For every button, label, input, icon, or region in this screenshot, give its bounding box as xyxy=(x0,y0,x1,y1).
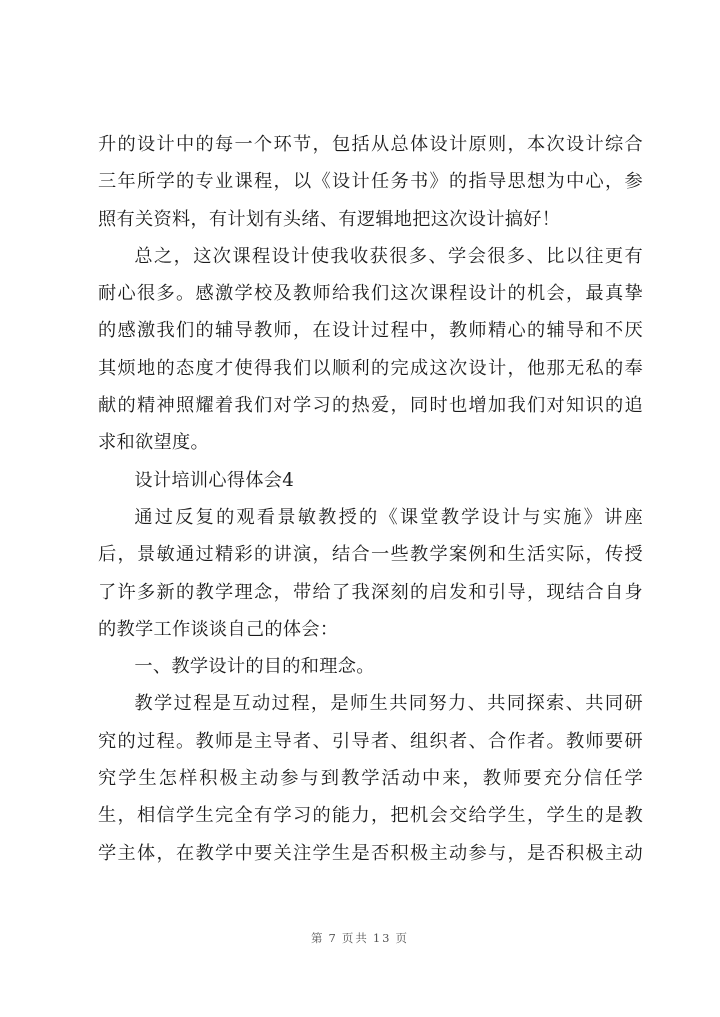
text-line: 生，相信学生完全有学习的能力，把机会交给学生，学生的是教 xyxy=(98,805,643,827)
paragraph-3 xyxy=(98,499,643,648)
text-line: 总之，这次课程设计使我收获很多、学会很多、比以往更有 xyxy=(134,245,643,267)
text-line: 的教学工作谈谈自己的体会： xyxy=(98,618,339,640)
text-line: 的感激我们的辅导教师，在设计过程中，教师精心的辅导和不厌 xyxy=(98,320,643,342)
subsection-heading xyxy=(98,648,643,685)
text-line: 照有关资料，有计划有头绪、有逻辑地把这次设计搞好！ xyxy=(98,208,561,230)
text-line: 教学过程是互动过程，是师生共同努力、共同探索、共同研 xyxy=(134,693,643,715)
current-page-number: 7 xyxy=(328,931,338,945)
text-line: 耐心很多。感激学校及教师给我们这次课程设计的机会，最真挚 xyxy=(98,283,643,305)
total-pages-number: 13 xyxy=(372,931,392,945)
footer-mid: 页共 xyxy=(341,931,369,945)
text-line: 设计培训心得体会4 xyxy=(134,469,295,491)
text-line: 求和欲望度。 xyxy=(98,432,209,454)
document-body xyxy=(98,126,643,872)
paragraph-2 xyxy=(98,238,643,462)
text-line: 一、教学设计的目的和理念。 xyxy=(134,656,375,678)
text-line: 其烦地的态度才使得我们以顺利的完成这次设计，他那无私的奉 xyxy=(98,357,643,379)
paragraph-4 xyxy=(98,685,643,871)
footer-prefix: 第 xyxy=(311,931,325,945)
text-line: 后，景敏通过精彩的讲演，结合一些教学案例和生活实际，传授 xyxy=(98,544,643,566)
text-line: 升的设计中的每一个环节，包括从总体设计原则，本次设计综合 xyxy=(98,134,643,155)
text-line: 三年所学的专业课程，以《设计任务书》的指导思想为中心，参 xyxy=(98,171,643,193)
footer-suffix: 页 xyxy=(395,931,409,945)
section-heading xyxy=(98,462,643,499)
text-line: 献的精神照耀着我们对学习的热爱，同时也增加我们对知识的追 xyxy=(98,395,643,417)
paragraph-1 xyxy=(98,126,643,238)
text-line: 通过反复的观看景敏教授的《课堂教学设计与实施》讲座 xyxy=(134,506,643,528)
page-footer xyxy=(0,930,720,946)
text-line: 究学生怎样积极主动参与到教学活动中来，教师要充分信任学 xyxy=(98,768,643,790)
text-line: 学主体，在教学中要关注学生是否积极主动参与，是否积极主动 xyxy=(98,842,643,864)
text-line: 究的过程。教师是主导者、引导者、组织者、合作者。教师要研 xyxy=(98,730,643,752)
text-line: 了许多新的教学理念，带给了我深刻的启发和引导，现结合自身 xyxy=(98,581,643,603)
